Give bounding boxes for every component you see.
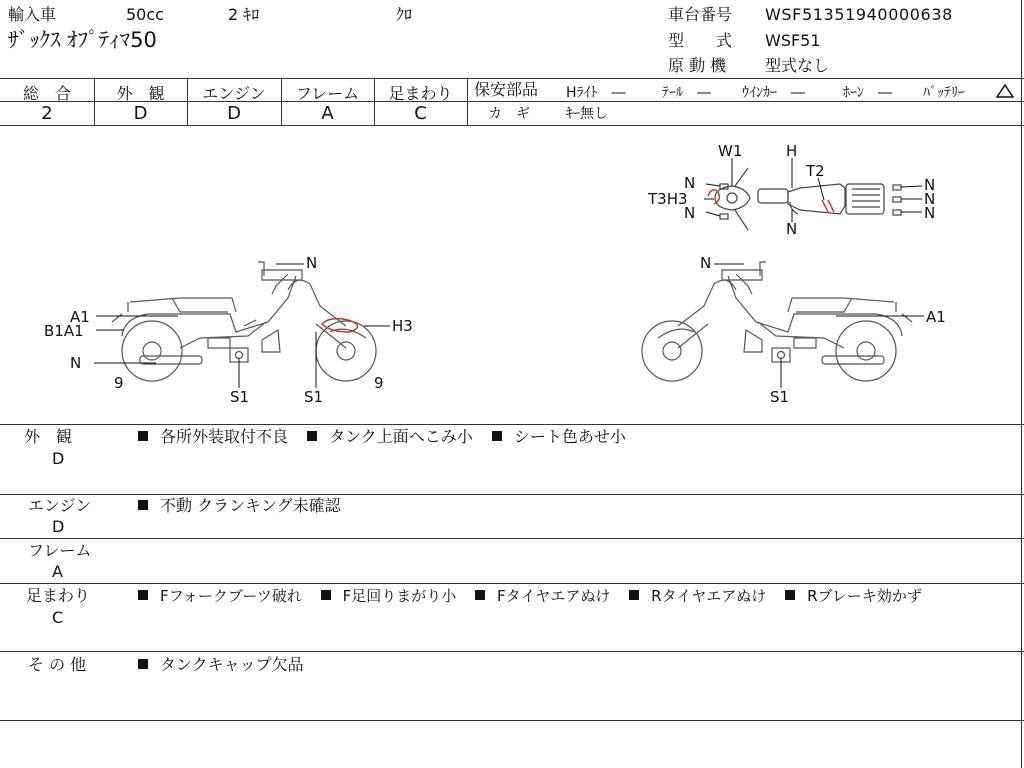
grade-exterior: D — [133, 103, 148, 124]
defect-item: Fフォークブーツ破れ — [160, 587, 302, 605]
section-grade: A — [52, 562, 63, 581]
safety-item-headlight: Hﾗｲﾄ ― — [566, 85, 626, 101]
label-n: N — [924, 176, 936, 194]
bullet-icon — [475, 590, 485, 600]
label-9: 9 — [114, 374, 124, 392]
grade-header-exterior: 外 観 — [116, 84, 165, 103]
label-w1: W1 — [718, 142, 743, 160]
section-title: そ の 他 — [28, 655, 87, 674]
defect-list — [138, 428, 640, 446]
label-s1: S1 — [304, 388, 324, 406]
divider — [467, 78, 468, 125]
safety-item-tail: ﾃｰﾙ ― — [662, 85, 711, 101]
safety-item-horn: ﾎｰﾝ ― — [843, 85, 892, 101]
label-n: N — [70, 354, 82, 372]
section-title: 外 観 — [24, 427, 73, 446]
label-t2: T2 — [806, 162, 825, 180]
divider — [0, 583, 1024, 584]
divider — [0, 720, 1024, 721]
bullet-icon — [785, 590, 795, 600]
divider — [1021, 0, 1022, 768]
grade-frame: A — [321, 103, 334, 124]
divider — [0, 494, 1024, 495]
engine-type-value: 型式なし — [765, 56, 830, 75]
label-s1: S1 — [770, 388, 790, 406]
label-n: N — [786, 220, 798, 238]
bullet-icon — [138, 500, 148, 510]
defect-item: タンクキャップ欠品 — [160, 655, 304, 674]
section-title: エンジン — [28, 496, 92, 515]
bullet-icon — [492, 431, 502, 441]
type-value: WSF51 — [765, 31, 821, 50]
divider — [0, 78, 1024, 79]
label-a1: A1 — [70, 308, 90, 326]
safety-label: 保安部品 — [474, 80, 539, 99]
grade-overall: 2 — [41, 103, 53, 124]
key-value: ｷｰ無し — [566, 106, 608, 122]
bullet-icon — [321, 590, 331, 600]
bullet-icon — [307, 431, 317, 441]
defect-item: 各所外装取付不良 — [160, 427, 289, 446]
label-h3: H3 — [392, 317, 413, 335]
color: ｸﾛ — [396, 5, 413, 24]
section-grade: C — [52, 608, 64, 627]
defect-item: Rブレーキ効かず — [807, 587, 922, 605]
type-label: 型 式 — [668, 31, 733, 50]
model-name: ｻﾞｯｸｽ ｵﾌﾟﾃｨﾏ50 — [8, 28, 157, 52]
bullet-icon — [138, 431, 148, 441]
section-grade: D — [52, 449, 65, 468]
defect-list — [138, 497, 355, 515]
section-grade: D — [52, 517, 65, 536]
label-n: N — [684, 204, 696, 222]
label-n: N — [924, 204, 936, 222]
engine-type-label: 原 動 機 — [668, 56, 727, 75]
defect-item: タンク上面へこみ小 — [329, 427, 473, 446]
defect-item: シート色あせ小 — [513, 427, 626, 446]
defect-item: 不動 クランキング未確認 — [160, 496, 341, 515]
safety-item-battery: ﾊﾞｯﾃﾘｰ — [923, 85, 965, 101]
displacement: 50cc — [126, 5, 164, 24]
damage-diagram — [0, 126, 1024, 424]
frame-no: WSF51351940000638 — [765, 5, 953, 24]
label-n: N — [700, 254, 712, 272]
section-title: フレーム — [28, 541, 92, 560]
grade-suspension: C — [414, 103, 427, 124]
label-t3h3: T3H3 — [648, 190, 688, 208]
grade-header-frame: フレーム — [295, 84, 360, 103]
label-n: N — [306, 254, 318, 272]
label-b1a1: B1A1 — [44, 322, 84, 340]
mileage: 2 ｷﾛ — [228, 5, 260, 24]
key-label: カ ギ — [488, 106, 530, 122]
divider — [0, 538, 1024, 539]
triangle-icon — [996, 84, 1014, 98]
label-a1: A1 — [926, 308, 946, 326]
bullet-icon — [138, 659, 148, 669]
grade-engine: D — [227, 103, 241, 124]
defect-item: Rタイヤエアぬけ — [651, 587, 767, 605]
vehicle-category: 輸入車 — [8, 5, 57, 24]
label-n: N — [684, 174, 696, 192]
section-title: 足まわり — [26, 586, 91, 605]
label-s1: S1 — [230, 388, 250, 406]
grade-header-overall: 総 合 — [22, 84, 71, 103]
right-side-view — [642, 262, 912, 381]
label-n: N — [924, 190, 936, 208]
defect-item: F足回りまがり小 — [342, 587, 457, 605]
label-h: H — [786, 142, 798, 160]
grade-header-suspension: 足まわり — [388, 84, 453, 103]
safety-item-winker: ｳｲﾝｶｰ ― — [742, 85, 805, 101]
divider — [0, 651, 1024, 652]
grade-header-engine: エンジン — [202, 84, 266, 103]
defect-list — [138, 656, 318, 674]
bullet-icon — [629, 590, 639, 600]
frame-no-label: 車台番号 — [668, 5, 733, 24]
divider — [0, 424, 1024, 425]
label-9: 9 — [374, 374, 384, 392]
bullet-icon — [138, 590, 148, 600]
defect-list — [138, 587, 922, 605]
defect-item: Fタイヤエアぬけ — [497, 587, 611, 605]
